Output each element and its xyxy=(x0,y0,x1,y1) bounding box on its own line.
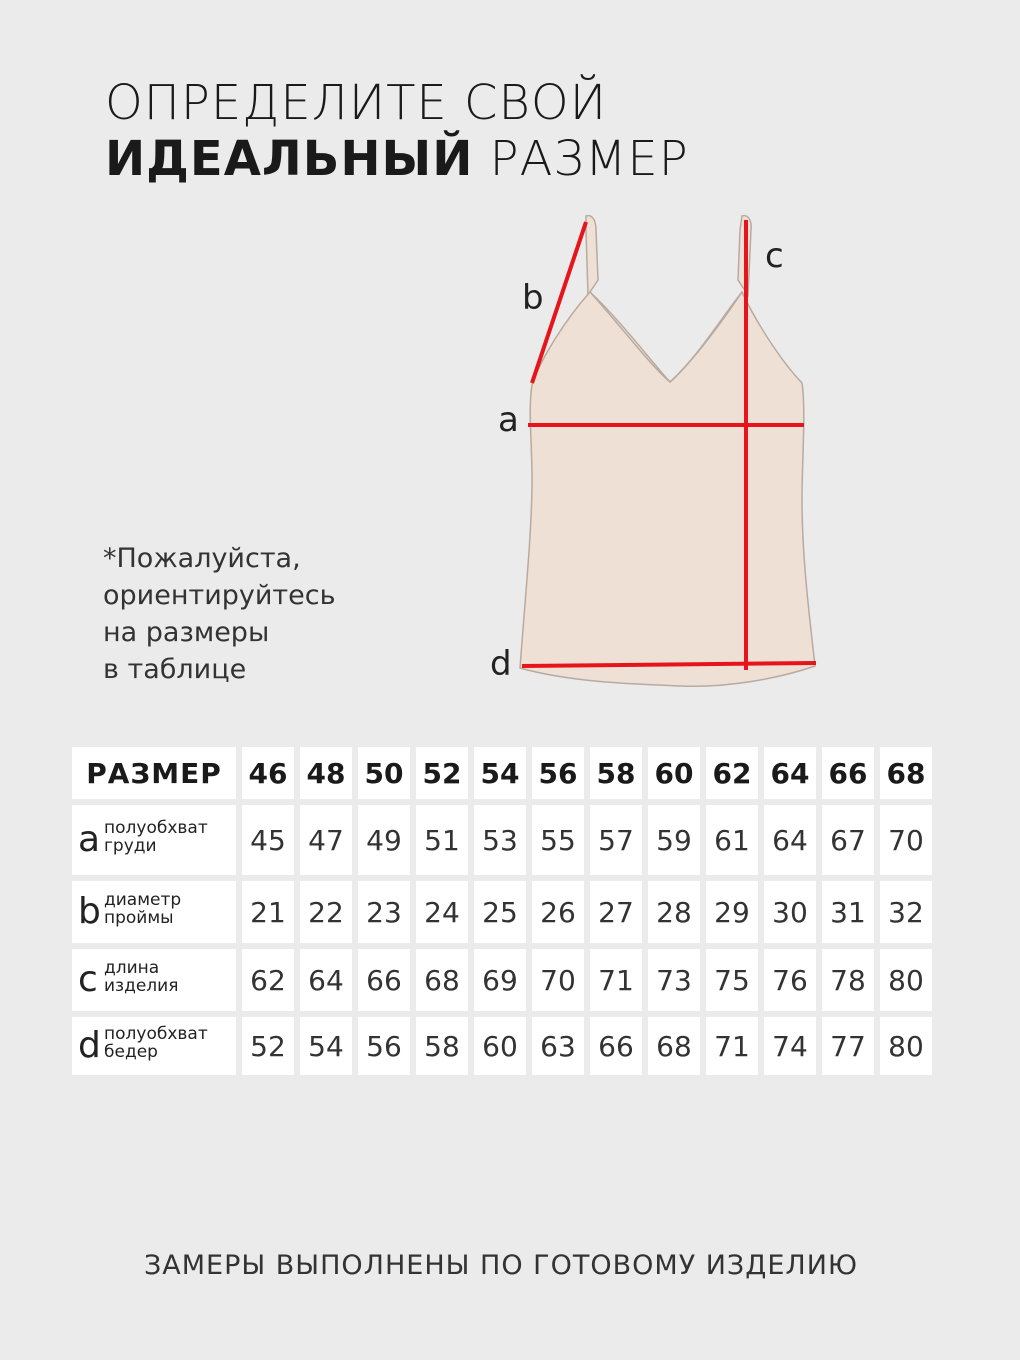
note-line-2: ориентируйтесь xyxy=(103,580,336,611)
header-size: 56 xyxy=(532,747,584,799)
table-cell: 52 xyxy=(242,1017,294,1075)
row-text-1: диаметр xyxy=(104,890,182,910)
table-cell: 23 xyxy=(358,881,410,943)
size-note xyxy=(103,540,336,688)
table-cell: 45 xyxy=(242,805,294,875)
table-cell: 80 xyxy=(880,949,932,1011)
measurement-footnote: ЗАМЕРЫ ВЫПОЛНЕНЫ ПО ГОТОВОМУ ИЗДЕЛИЮ xyxy=(143,1250,859,1281)
table-cell: 78 xyxy=(822,949,874,1011)
table-cell: 49 xyxy=(358,805,410,875)
header-size: 46 xyxy=(242,747,294,799)
table-cell: 58 xyxy=(416,1017,468,1075)
table-cell: 57 xyxy=(590,805,642,875)
garment-diagram xyxy=(480,200,840,700)
table-cell: 28 xyxy=(648,881,700,943)
table-cell: 80 xyxy=(880,1017,932,1075)
table-cell: 25 xyxy=(474,881,526,943)
row-label xyxy=(72,805,236,875)
table-cell: 24 xyxy=(416,881,468,943)
note-line-3: на размеры xyxy=(103,617,270,648)
row-text-2: бедер xyxy=(104,1042,158,1062)
label-d: d xyxy=(490,644,512,684)
header-size: 48 xyxy=(300,747,352,799)
table-cell: 32 xyxy=(880,881,932,943)
title-rest: РАЗМЕР xyxy=(473,131,689,187)
row-letter: d xyxy=(78,1025,101,1066)
table-cell: 64 xyxy=(300,949,352,1011)
row-text-2: изделия xyxy=(104,976,179,996)
row-letter: b xyxy=(78,891,101,932)
table-cell: 69 xyxy=(474,949,526,1011)
camisole-body xyxy=(520,292,815,686)
table-row xyxy=(72,949,932,1011)
table-cell: 21 xyxy=(242,881,294,943)
header-size: 50 xyxy=(358,747,410,799)
table-cell: 70 xyxy=(532,949,584,1011)
left-strap xyxy=(586,216,598,295)
table-cell: 76 xyxy=(764,949,816,1011)
header-size: 66 xyxy=(822,747,874,799)
page-title xyxy=(105,75,689,187)
header-size: 52 xyxy=(416,747,468,799)
table-cell: 53 xyxy=(474,805,526,875)
table-cell: 56 xyxy=(358,1017,410,1075)
header-size: 64 xyxy=(764,747,816,799)
table-cell: 31 xyxy=(822,881,874,943)
row-label xyxy=(72,1017,236,1075)
table-cell: 77 xyxy=(822,1017,874,1075)
table-cell: 60 xyxy=(474,1017,526,1075)
row-text-1: длина xyxy=(104,958,160,978)
row-letter: a xyxy=(78,819,101,860)
table-cell: 66 xyxy=(590,1017,642,1075)
table-cell: 73 xyxy=(648,949,700,1011)
row-text-2: груди xyxy=(104,836,157,856)
note-line-1: *Пожалуйста, xyxy=(103,543,301,574)
table-cell: 62 xyxy=(242,949,294,1011)
row-letter: c xyxy=(78,959,98,1000)
table-cell: 54 xyxy=(300,1017,352,1075)
table-cell: 71 xyxy=(590,949,642,1011)
header-size: 62 xyxy=(706,747,758,799)
header-size: 54 xyxy=(474,747,526,799)
row-text-1: полуобхват xyxy=(104,818,208,838)
table-cell: 29 xyxy=(706,881,758,943)
header-size: 58 xyxy=(590,747,642,799)
header-size-label: РАЗМЕР xyxy=(72,747,236,799)
label-c: c xyxy=(765,236,784,276)
header-size: 60 xyxy=(648,747,700,799)
table-cell: 55 xyxy=(532,805,584,875)
table-cell: 61 xyxy=(706,805,758,875)
table-cell: 68 xyxy=(648,1017,700,1075)
label-a: a xyxy=(498,400,519,440)
size-chart-table xyxy=(66,741,938,1081)
row-label xyxy=(72,881,236,943)
table-header-row xyxy=(72,747,932,799)
table-cell: 75 xyxy=(706,949,758,1011)
header-size: 68 xyxy=(880,747,932,799)
camisole-illustration xyxy=(480,200,840,700)
table-row xyxy=(72,881,932,943)
table-cell: 67 xyxy=(822,805,874,875)
table-cell: 59 xyxy=(648,805,700,875)
table-cell: 51 xyxy=(416,805,468,875)
row-label xyxy=(72,949,236,1011)
table-cell: 66 xyxy=(358,949,410,1011)
table-cell: 22 xyxy=(300,881,352,943)
title-line-1: ОПРЕДЕЛИТЕ СВОЙ xyxy=(105,75,607,131)
label-b: b xyxy=(522,278,544,318)
table-cell: 68 xyxy=(416,949,468,1011)
table-cell: 74 xyxy=(764,1017,816,1075)
table-row xyxy=(72,805,932,875)
title-line-2 xyxy=(105,131,689,187)
title-bold-word: ИДЕАЛЬНЫЙ xyxy=(105,131,474,187)
table-cell: 64 xyxy=(764,805,816,875)
table-cell: 30 xyxy=(764,881,816,943)
table-cell: 63 xyxy=(532,1017,584,1075)
table-cell: 27 xyxy=(590,881,642,943)
table-cell: 71 xyxy=(706,1017,758,1075)
table-cell: 47 xyxy=(300,805,352,875)
row-text-1: полуобхват xyxy=(104,1024,208,1044)
note-line-4: в таблице xyxy=(103,654,247,685)
table-cell: 26 xyxy=(532,881,584,943)
table-cell: 70 xyxy=(880,805,932,875)
table-row xyxy=(72,1017,932,1075)
row-text-2: проймы xyxy=(104,908,174,928)
